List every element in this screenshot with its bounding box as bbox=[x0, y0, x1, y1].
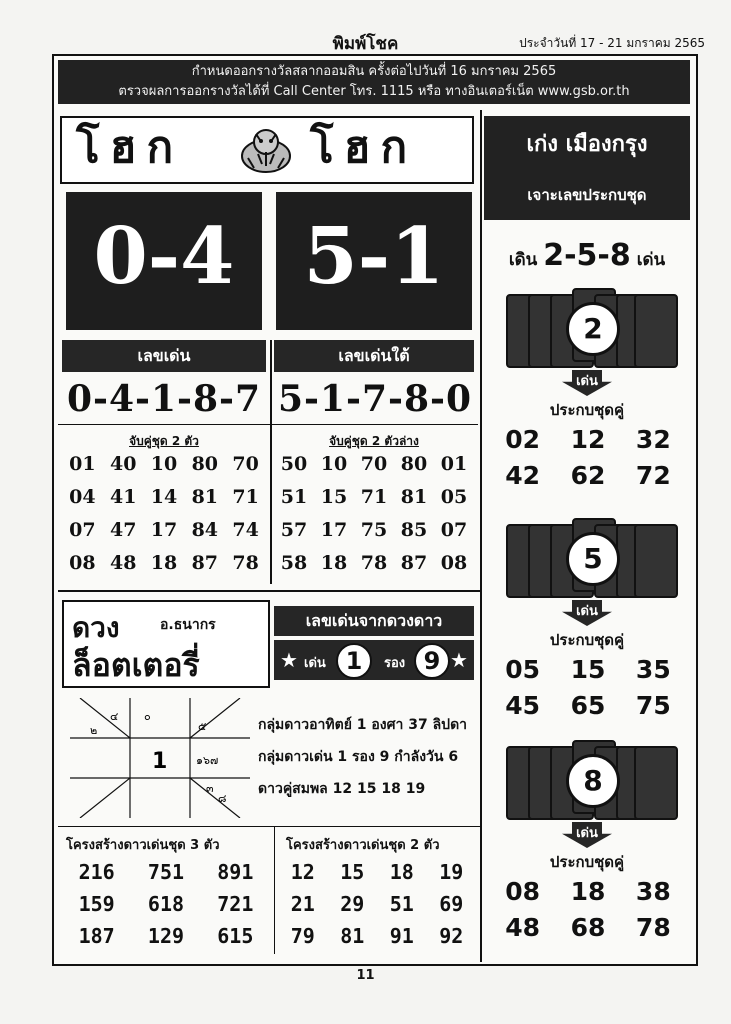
table-cell: 29 bbox=[340, 892, 365, 916]
table-cell: 04 bbox=[69, 486, 96, 508]
page-number: 11 bbox=[356, 968, 375, 983]
group-numbers bbox=[490, 652, 686, 724]
den-numbers: 2-5-8 bbox=[543, 238, 631, 273]
stars-den-label: เด่น bbox=[304, 656, 326, 671]
announcement-bar bbox=[58, 60, 690, 104]
astro-mark: ๑๖๗ bbox=[196, 754, 219, 767]
lek-den-tai-number: 5-1-7-8-0 bbox=[277, 378, 472, 420]
pairs-bottom-title: จับคู่ชุด 2 ตัวล่าง bbox=[329, 434, 419, 448]
playing-cards-icon bbox=[506, 288, 676, 370]
table-cell: 18 bbox=[150, 552, 178, 574]
table-cell: 75 bbox=[360, 519, 388, 541]
group-number: 65 bbox=[570, 691, 606, 720]
stars-title: เลขเด่นจากดวงดาว bbox=[274, 606, 474, 636]
arrow-label: เด่น bbox=[576, 604, 598, 619]
astro-mark: ๘ bbox=[218, 792, 227, 805]
astro-center: 1 bbox=[152, 749, 168, 774]
arrow-label: เด่น bbox=[576, 374, 598, 389]
group-caption: ประกบชุดคู่ bbox=[549, 631, 625, 649]
astro-line-1: กลุ่มดาวอาทิตย์ 1 องศา 37 ลิปดา bbox=[258, 717, 468, 733]
group-number: 68 bbox=[570, 913, 606, 942]
divider bbox=[58, 590, 482, 592]
table-cell: 618 bbox=[147, 892, 185, 916]
pairs-top-title: จับคู่ชุด 2 ตัว bbox=[129, 434, 199, 448]
table-cell: 84 bbox=[191, 519, 219, 541]
logo-top-text: ดวง bbox=[72, 611, 120, 644]
table-cell: 92 bbox=[439, 924, 464, 948]
table-cell: 129 bbox=[147, 924, 185, 948]
table-cell: 51 bbox=[280, 486, 308, 508]
table-cell: 17 bbox=[320, 519, 348, 541]
playing-cards-icon bbox=[506, 518, 676, 600]
table-cell: 08 bbox=[69, 552, 96, 574]
group-numbers bbox=[490, 422, 686, 494]
stars-rong-value: 9 bbox=[414, 643, 450, 679]
table-cell: 85 bbox=[400, 519, 428, 541]
group-digit: 5 bbox=[566, 532, 620, 586]
table-cell: 615 bbox=[217, 924, 254, 948]
announcement-line-2: ตรวจผลการออกรางวัลได้ที่ Call Center โทร. 1115 หรือ ทางอินเตอร์เน็ต www.gsb.or.th bbox=[118, 84, 630, 99]
table-cell: 751 bbox=[147, 860, 185, 884]
table-cell: 07 bbox=[69, 519, 96, 541]
star-icon: ★ bbox=[280, 648, 298, 672]
page-title: พิมพ์โชค bbox=[332, 34, 399, 54]
group-number: 75 bbox=[635, 691, 671, 720]
structure2-title: โครงสร้างดาวเด่นชุด 2 ตัว bbox=[286, 838, 440, 853]
lottery-logo bbox=[62, 600, 270, 688]
pairs-top-table bbox=[62, 448, 266, 580]
table-cell: 17 bbox=[150, 519, 178, 541]
pairs-bottom-table bbox=[274, 448, 474, 580]
lek-den-tai-header: เลขเด่นใต้ bbox=[274, 340, 474, 372]
group-caption: ประกบชุดคู่ bbox=[549, 853, 625, 871]
announcement-line-1: กำหนดออกรางวัลสลากออมสิน ครั้งต่อไปวันที่ 16 มกราคม 2565 bbox=[191, 64, 557, 79]
lek-den-header: เลขเด่น bbox=[62, 340, 266, 372]
banner-word-left: โฮก bbox=[76, 122, 184, 173]
den-suffix: เด่น bbox=[636, 250, 666, 270]
astro-mark: ๓ bbox=[206, 782, 214, 795]
keng-header bbox=[484, 116, 690, 220]
group-number: 32 bbox=[635, 425, 671, 454]
table-cell: 19 bbox=[439, 860, 464, 884]
logo-brand: ล็อตเตอรี่ bbox=[72, 646, 200, 684]
group-digit: 8 bbox=[566, 754, 620, 808]
astro-mark: ๐ bbox=[144, 710, 151, 723]
tiger-icon bbox=[238, 124, 294, 176]
group-number: 42 bbox=[505, 461, 541, 490]
table-cell: 70 bbox=[232, 453, 259, 475]
divider bbox=[274, 826, 275, 954]
arrow-label: เด่น bbox=[576, 826, 598, 841]
table-cell: 58 bbox=[280, 552, 308, 574]
group-number: 62 bbox=[570, 461, 606, 490]
group-number: 78 bbox=[635, 913, 671, 942]
table-cell: 15 bbox=[340, 860, 365, 884]
table-cell: 14 bbox=[150, 486, 178, 508]
table-cell: 81 bbox=[340, 924, 365, 948]
table-cell: 01 bbox=[440, 453, 468, 475]
card-shape bbox=[634, 524, 678, 598]
table-cell: 71 bbox=[232, 486, 259, 508]
astro-line-3: ดาวคู่สมพล 12 15 18 19 bbox=[258, 781, 426, 797]
table-cell: 159 bbox=[78, 892, 115, 916]
logo-author: อ.ธนากร bbox=[160, 617, 216, 633]
group-number: 15 bbox=[570, 655, 606, 684]
big-number-left: 0-4 bbox=[66, 192, 262, 330]
divider bbox=[58, 424, 478, 425]
table-cell: 78 bbox=[360, 552, 388, 574]
table-cell: 05 bbox=[440, 486, 468, 508]
structure2-table bbox=[278, 856, 476, 952]
table-cell: 12 bbox=[290, 860, 315, 884]
stars-den-value: 1 bbox=[336, 643, 372, 679]
table-cell: 80 bbox=[400, 453, 428, 475]
group-number: 05 bbox=[505, 655, 541, 684]
star-icon: ★ bbox=[450, 648, 468, 672]
astro-chart bbox=[70, 698, 250, 818]
table-cell: 891 bbox=[217, 860, 254, 884]
group-number: 48 bbox=[505, 913, 541, 942]
table-cell: 48 bbox=[109, 552, 137, 574]
issue-date: ประจำวันที่ 17 - 21 มกราคม 2565 bbox=[519, 36, 705, 50]
table-cell: 187 bbox=[78, 924, 115, 948]
table-cell: 08 bbox=[440, 552, 468, 574]
hok-banner bbox=[60, 116, 474, 184]
astro-mark: ๔ bbox=[110, 710, 119, 723]
group-numbers bbox=[490, 874, 686, 946]
group-number: 08 bbox=[505, 877, 541, 906]
table-cell: 18 bbox=[389, 860, 414, 884]
table-cell: 50 bbox=[280, 453, 308, 475]
group-caption: ประกบชุดคู่ bbox=[549, 401, 625, 419]
card-shape bbox=[634, 746, 678, 820]
card-shape bbox=[634, 294, 678, 368]
table-cell: 21 bbox=[290, 892, 315, 916]
table-cell: 40 bbox=[109, 453, 137, 475]
lek-den-number: 0-4-1-8-7 bbox=[66, 378, 261, 420]
group-digit: 2 bbox=[566, 302, 620, 356]
table-cell: 79 bbox=[290, 924, 315, 948]
table-cell: 721 bbox=[217, 892, 254, 916]
table-cell: 57 bbox=[280, 519, 308, 541]
big-number-right: 5-1 bbox=[276, 192, 472, 330]
table-cell: 10 bbox=[320, 453, 348, 475]
astro-mark: ๕ bbox=[198, 720, 207, 733]
table-cell: 41 bbox=[109, 486, 137, 508]
group-number: 02 bbox=[505, 425, 541, 454]
astro-line-2: กลุ่มดาวเด่น 1 รอง 9 กำลังวัน 6 bbox=[258, 749, 459, 765]
table-cell: 47 bbox=[109, 519, 137, 541]
table-cell: 74 bbox=[232, 519, 259, 541]
playing-cards-icon bbox=[506, 740, 676, 822]
table-cell: 51 bbox=[389, 892, 414, 916]
stars-row bbox=[274, 640, 474, 680]
group-number: 12 bbox=[570, 425, 606, 454]
divider bbox=[480, 110, 482, 962]
structure3-title: โครงสร้างดาวเด่นชุด 3 ตัว bbox=[66, 838, 220, 853]
divider bbox=[58, 826, 482, 827]
group-number: 72 bbox=[635, 461, 671, 490]
banner-word-right: โฮก bbox=[310, 122, 418, 173]
table-cell: 07 bbox=[440, 519, 468, 541]
stars-rong-label: รอง bbox=[384, 656, 406, 671]
table-cell: 78 bbox=[232, 552, 259, 574]
table-cell: 10 bbox=[150, 453, 178, 475]
astro-mark: ๒ bbox=[90, 724, 98, 737]
table-cell: 87 bbox=[191, 552, 219, 574]
table-cell: 80 bbox=[191, 453, 219, 475]
den-line bbox=[484, 238, 690, 273]
table-cell: 87 bbox=[400, 552, 428, 574]
table-cell: 70 bbox=[360, 453, 388, 475]
table-cell: 81 bbox=[191, 486, 219, 508]
group-number: 45 bbox=[505, 691, 541, 720]
table-cell: 216 bbox=[78, 860, 115, 884]
group-number: 38 bbox=[635, 877, 671, 906]
table-cell: 71 bbox=[360, 486, 388, 508]
keng-title: เก่ง เมืองกรุง bbox=[526, 132, 648, 157]
table-cell: 81 bbox=[400, 486, 428, 508]
group-number: 35 bbox=[635, 655, 671, 684]
divider bbox=[270, 340, 272, 584]
table-cell: 69 bbox=[439, 892, 464, 916]
keng-subtitle: เจาะเลขประกบชุด bbox=[527, 186, 647, 204]
structure3-table bbox=[62, 856, 270, 952]
table-cell: 15 bbox=[320, 486, 348, 508]
den-prefix: เดิน bbox=[508, 250, 538, 270]
group-number: 18 bbox=[570, 877, 606, 906]
table-cell: 91 bbox=[389, 924, 414, 948]
table-cell: 01 bbox=[69, 453, 96, 475]
table-cell: 18 bbox=[320, 552, 348, 574]
